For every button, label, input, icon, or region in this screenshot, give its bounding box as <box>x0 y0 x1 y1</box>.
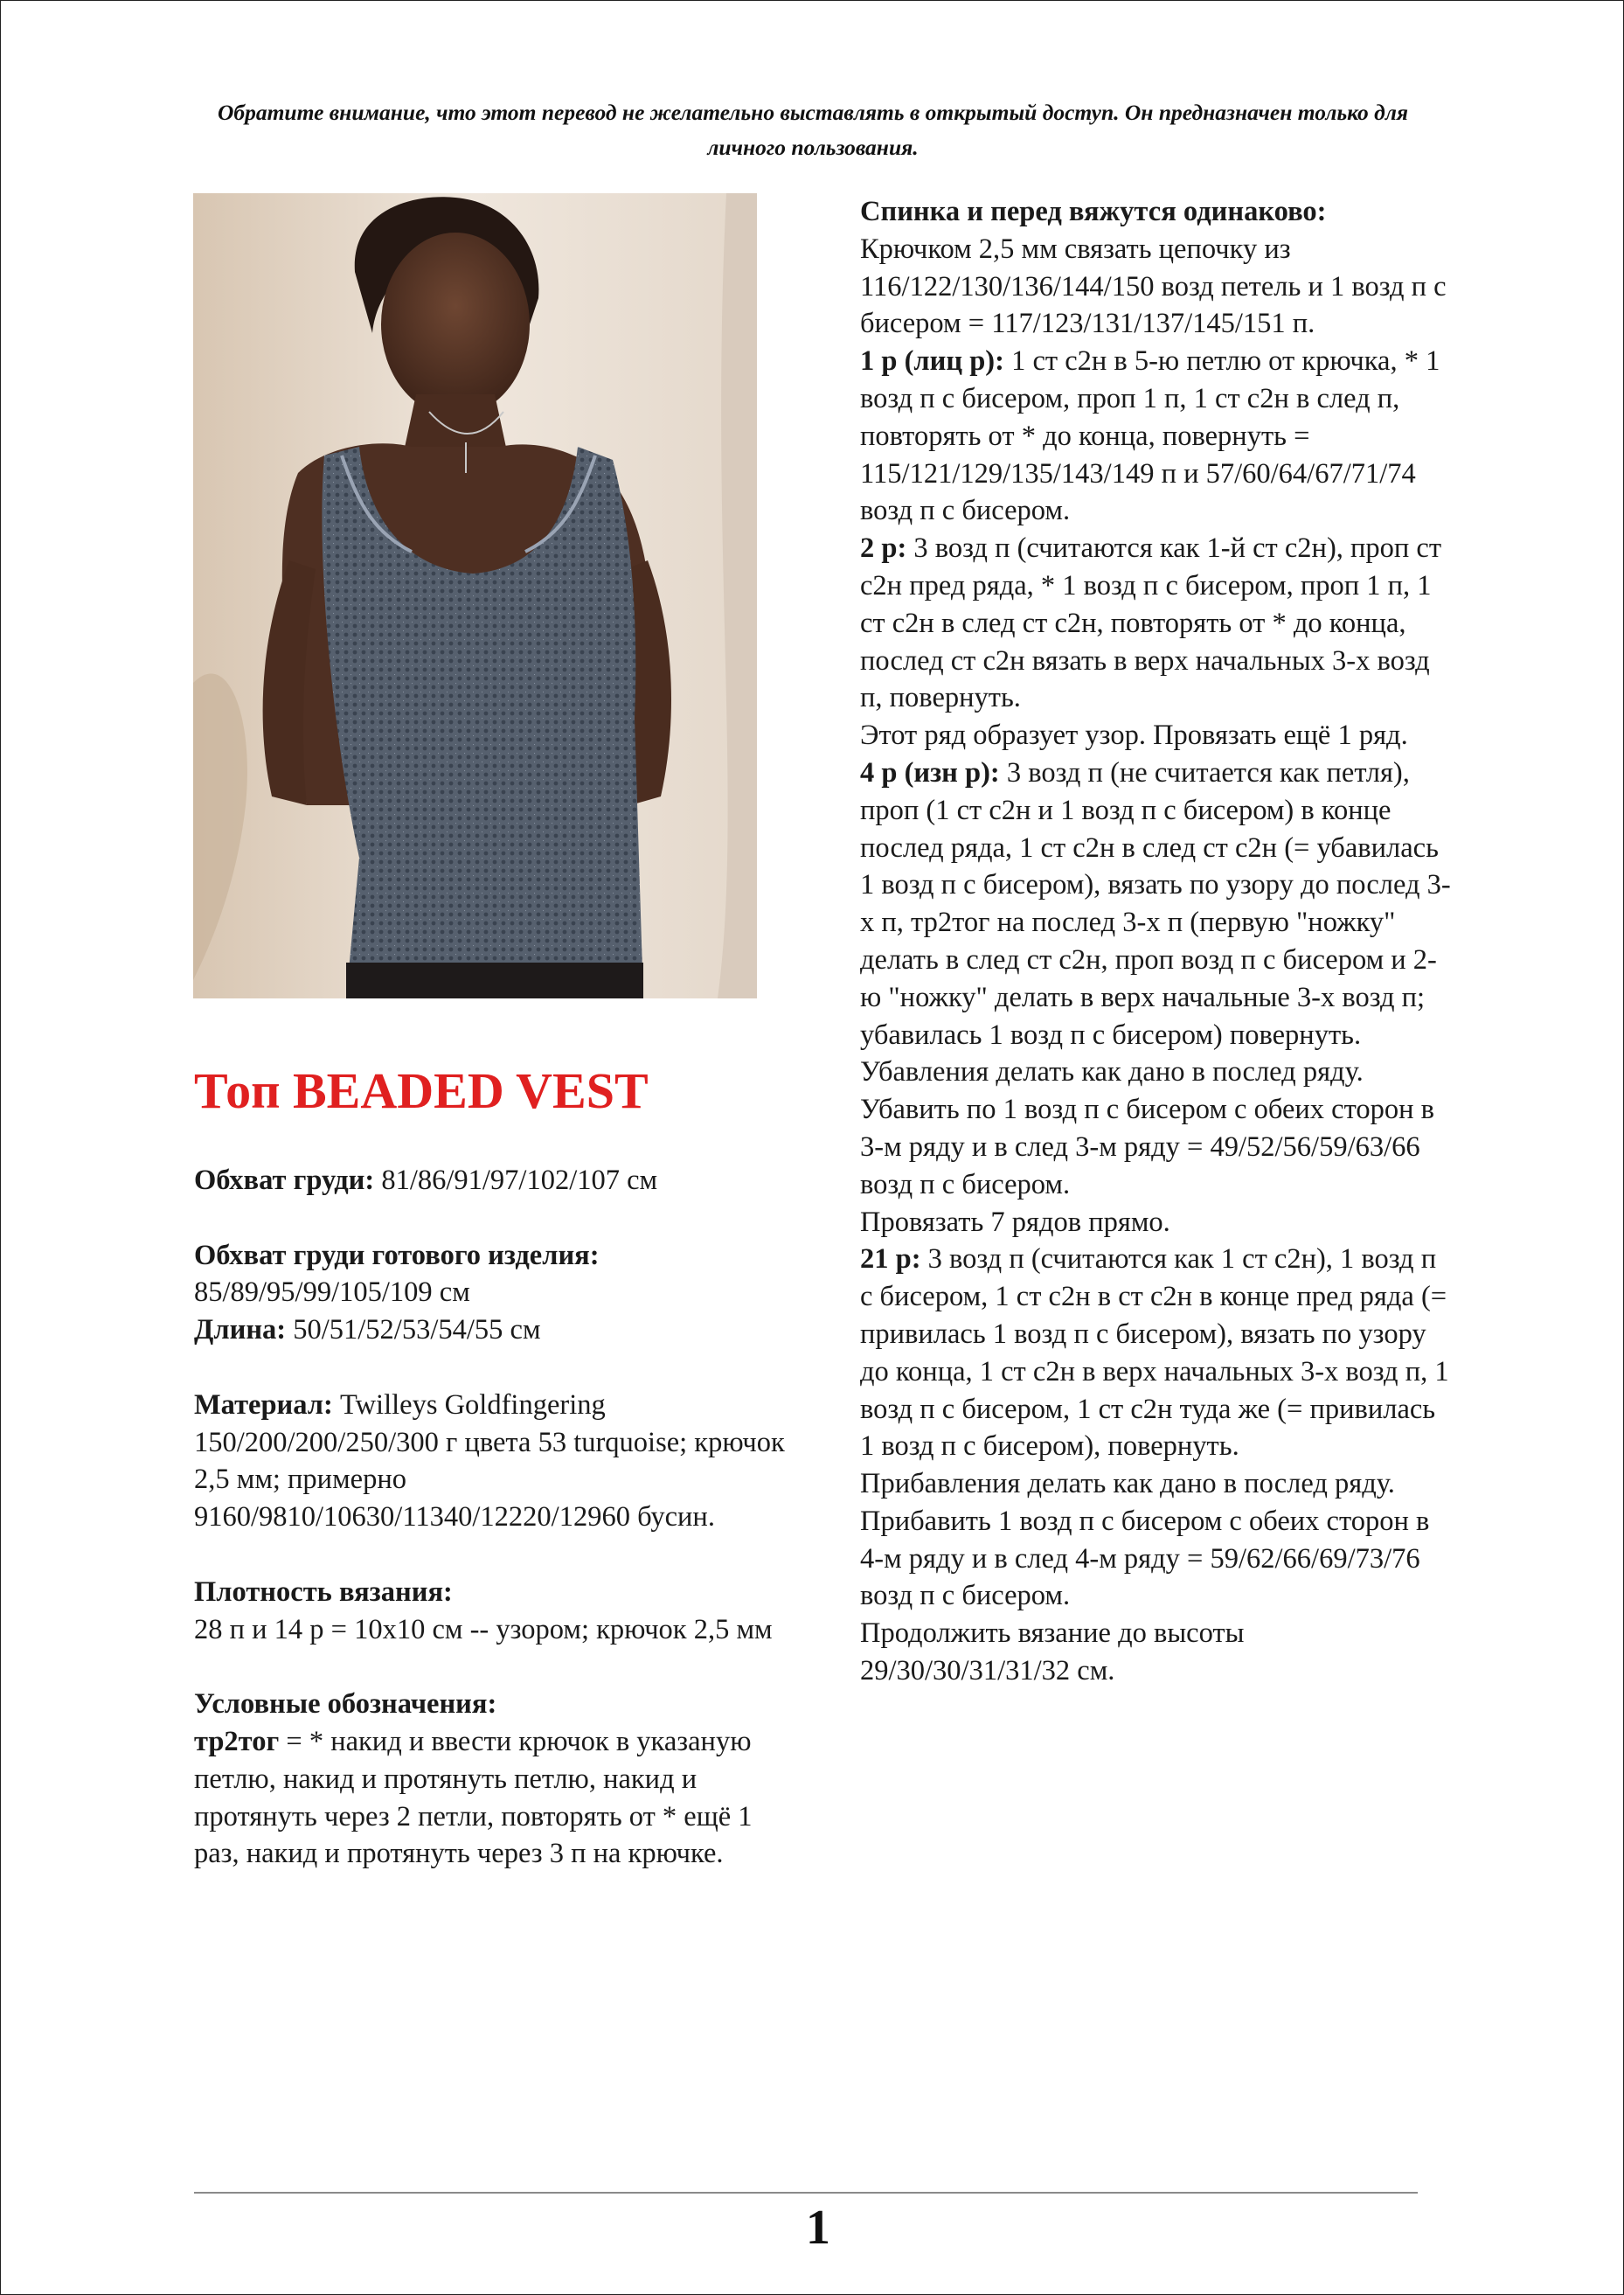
footer-divider <box>194 2192 1418 2194</box>
length-size: Длина: 50/51/52/53/54/55 см <box>194 1314 541 1346</box>
privacy-notice: Обратите внимание, что этот перевод не желательно выставлять в открытый доступ. Он предназначен только для личного пользования. <box>217 100 1409 160</box>
instructions-heading: Спинка и перед вяжутся одинаково: <box>860 196 1327 227</box>
model-photo <box>193 193 757 998</box>
bust-size: Обхват груди: 81/86/91/97/102/107 см <box>194 1165 658 1196</box>
material: Материал: Twilleys Goldfingering 150/200/200/250/300 г цвета 53 turquoise; крючок 2,5 мм; примерно 9160/9810/10630/11340/12220/12960 бусин. <box>194 1388 785 1533</box>
increase-note: Прибавления делать как дано в послед ряду. Прибавить 1 возд п с бисером с обеих сторон в 4-м ряду и в след 4-м ряду = 59/62/66/69/73/76 возд п с бисером. <box>860 1468 1430 1612</box>
finished-bust-value: 85/89/95/99/105/109 см <box>194 1276 470 1309</box>
gauge-value: 28 п и 14 р = 10х10 см -- узором; крючок 2,5 мм <box>194 1613 773 1645</box>
page-number: 1 <box>806 2201 830 2255</box>
row-21: 21 р: 3 возд п (считаются как 1 ст с2н), 1 возд п с бисером, 1 ст с2н в ст с2н в конце пред ряда (= привилась 1 возд п с бисером), вязать по узору до конца, 1 ст с2н в верх начальных 3-х возд п, 1 возд п с бисером, 1 ст с2н туда же (= привилась 1 возд п с бисером), повернуть. <box>860 1243 1449 1463</box>
row-4: 4 р (изн р): 3 возд п (не считается как петля), проп (1 ст с2н и 1 возд п с бисером) в конце послед ряда, 1 ст с2н в след ст с2н (= убавилась 1 возд п с бисером), вязать по узору до послед 3-х п, тр2тог на послед 3-х п (первую "ножку" делать в след ст с2н, проп возд п с бисером и 2-ю "ножку" делать в верх начальные 3-х возд п; убавилась 1 возд п с бисером) повернуть. <box>860 756 1451 1051</box>
specs-column <box>194 1162 788 1873</box>
gauge-label: Плотность вязания: <box>194 1575 453 1608</box>
instructions-column <box>860 193 1454 1690</box>
row-2: 2 р: 3 возд п (считаются как 1-й ст с2н), проп ст с2н пред ряда, * 1 возд п с бисером, проп 1 п, 1 ст с2н в след ст с2н, повторять от * до конца, послед ст с2н вязать в верх начальных 3-х возд п, повернуть. <box>860 532 1442 714</box>
decrease-note: Убавления делать как дано в послед ряду. Убавить по 1 возд п с бисером с обеих сторон в 3-м ряду и в след 3-м ряду = 49/52/56/59/63/66 возд п с бисером. <box>860 1056 1434 1200</box>
pattern-note: Этот ряд образует узор. Провязать ещё 1 ряд. <box>860 720 1408 752</box>
straight-rows: Провязать 7 рядов прямо. <box>860 1206 1170 1238</box>
instructions-intro: Крючком 2,5 мм связать цепочку из 116/122/130/136/144/150 возд петель и 1 возд п с бисером = 117/123/131/137/145/151 п. <box>860 233 1447 340</box>
legend-label: Условные обозначения: <box>194 1688 497 1721</box>
row-1: 1 р (лиц р): 1 ст с2н в 5-ю петлю от крючка, * 1 возд п с бисером, проп 1 п, 1 ст с2н в след п, повторять от * до конца, повернуть = 115/121/129/135/143/149 п и 57/60/64/67/71/74 возд п с бисером. <box>860 345 1440 527</box>
finished-bust-label: Обхват груди готового изделия: <box>194 1239 600 1271</box>
continue-note: Продолжить вязание до высоты 29/30/30/31/31/32 см. <box>860 1617 1245 1687</box>
tr2tog-definition: тр2тог = * накид и ввести крючок в указаную петлю, накид и протянуть петлю, накид и протянуть через 2 петли, повторять от * ещё 1 раз, накид и протянуть через 3 п на крючке. <box>194 1725 753 1870</box>
pattern-title: Топ BEADED VEST <box>194 1062 649 1119</box>
